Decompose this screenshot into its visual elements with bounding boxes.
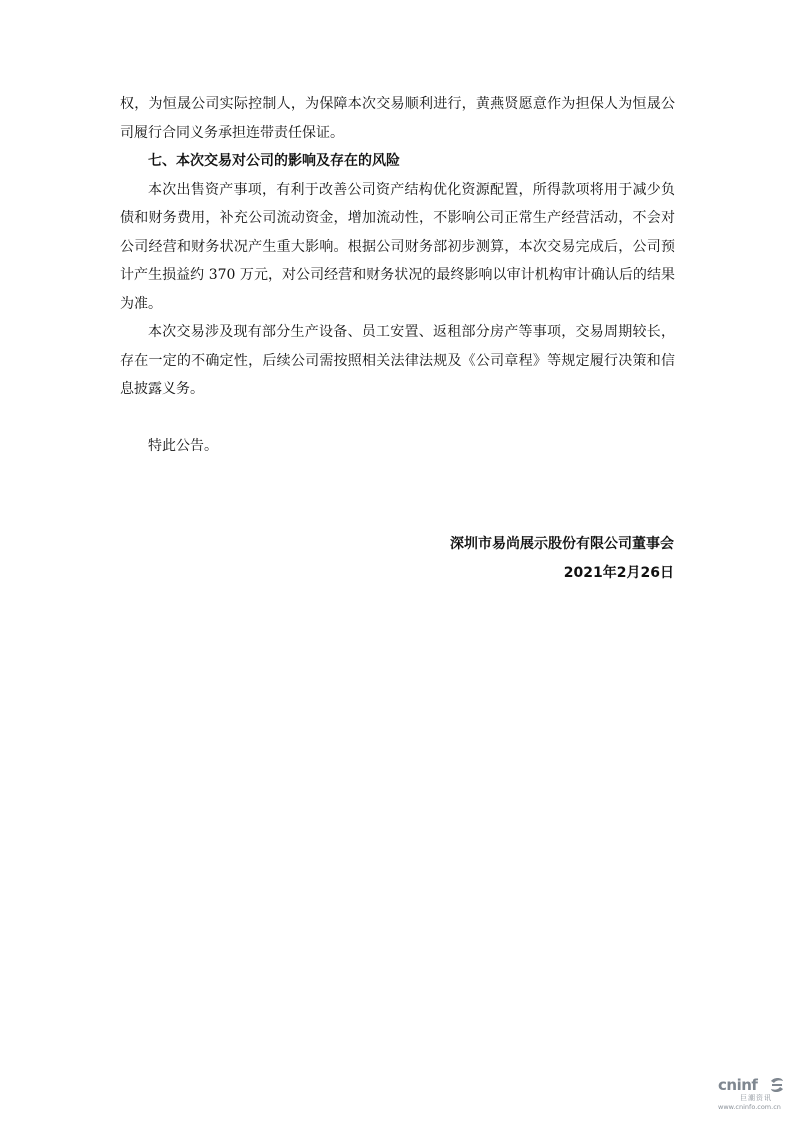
signature-company: 深圳市易尚展示股份有限公司董事会 bbox=[450, 536, 674, 552]
paragraph-closing: 特此公告。 bbox=[148, 437, 218, 454]
watermark-url: www.cninfo.com.cn bbox=[718, 1103, 781, 1111]
paragraph-impact: 本次出售资产事项，有利于改善公司资产结构优化资源配置，所得款项将用于减少负债和财务费用，补充公司流动资金，增加流动性，不影响公司正常生产经营活动，不会对公司经营和财务状况产生重大影响。根据公司财务部初步测算，本次交易完成后，公司预计产生损益约 370 万元，对公司经营和财务状况的最终影响以审计机构审计确认后的结果为准。 bbox=[120, 181, 675, 312]
paragraph-guarantee: 权，为恒晟公司实际控制人，为保障本次交易顺利进行，黄燕贤愿意作为担保人为恒晟公司履行合同义务承担连带责任保证。 bbox=[120, 96, 675, 141]
signature-date: 2021年2月26日 bbox=[563, 564, 674, 581]
paragraph-spacer bbox=[120, 404, 675, 432]
section-heading-impact-risk: 七、本次交易对公司的影响及存在的风险 bbox=[148, 153, 400, 169]
cninfo-swirl-icon bbox=[768, 1077, 786, 1093]
cninfo-watermark-logo bbox=[718, 1076, 790, 1116]
watermark-brand: cninf bbox=[718, 1076, 758, 1094]
signature-block bbox=[450, 530, 674, 587]
document-body bbox=[120, 90, 675, 460]
paragraph-risk: 本次交易涉及现有部分生产设备、员工安置、返租部分房产等事项，交易周期较长，存在一定的不确定性，后续公司需按照相关法律法规及《公司章程》等规定履行决策和信息披露义务。 bbox=[120, 324, 675, 397]
watermark-chinese: 巨潮资讯 bbox=[740, 1094, 772, 1102]
